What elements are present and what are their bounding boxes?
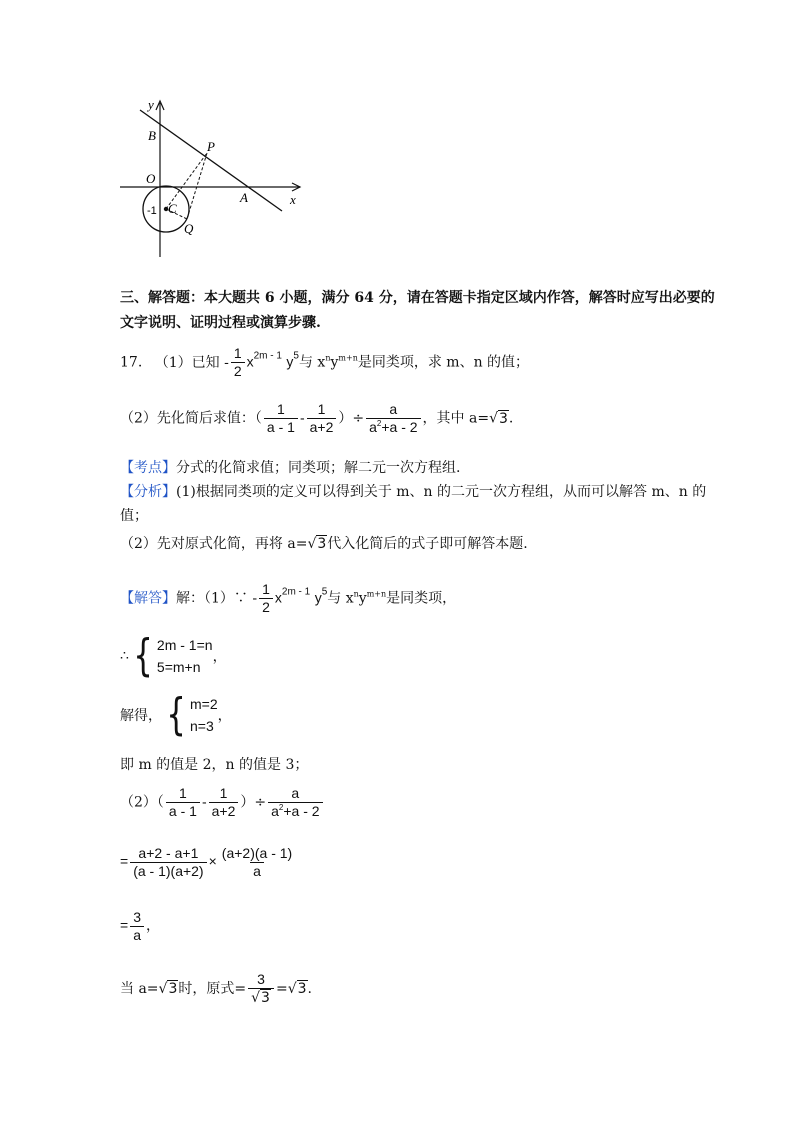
frac-half: $\frac{1}{2}$: [231, 346, 245, 379]
step2-frac: $\frac{3}{a}$: [130, 910, 144, 943]
final-frac: $\frac{3}{√3}$: [248, 972, 274, 1006]
sqrt-3: √3: [489, 410, 508, 427]
label-q: Q: [184, 221, 194, 236]
system-1: ∴ { 2m - 1=n 5=m+n ，: [120, 630, 227, 681]
jieda-step1: = $\frac{a+2 - a+1}{(a - 1)(a+2)}$ × $\frac{(a+2)(a - 1)}{a}$: [120, 846, 297, 879]
line-ab: [140, 110, 282, 211]
frac-1-over-a-1: $\frac{1}{a - 1}$: [264, 402, 298, 435]
final-sqrt-b: √3: [287, 981, 307, 998]
fenxi-line1: 【分析】(1)根据同类项的定义可以得到关于 m、n 的二元一次方程组，从而可以解答 m、n 的: [120, 484, 707, 500]
final-sqrt-a: √3: [158, 981, 178, 998]
jieda-part2: （2）（ $\frac{1}{a - 1}$ - $\frac{1}{a+2}$ ）÷ $\frac{a}{a^2+a - 2}$: [120, 786, 325, 819]
jieda-line1: 【解答】解：（1）∵ - $\frac{1}{2}$ $x^{2m - 1}$ $y^5$与 $x^ny^{m+n}$是同类项，: [120, 581, 457, 615]
geometry-figure: [110, 95, 310, 265]
kaodian: 【考点】分式的化简求值；同类项；解二元一次方程组.: [120, 460, 461, 476]
system-2: 解得， { m=2 n=3 ，: [120, 689, 232, 740]
fenxi-line3: （2）先对原式化简，再将 a=√3代入化简后的式子即可解答本题.: [120, 536, 528, 552]
q17-p1-prefix: （1）已知 -: [154, 354, 229, 371]
jieda-frac1: $\frac{1}{a - 1}$: [166, 786, 200, 819]
jieda-frac2: $\frac{1}{a+2}$: [209, 786, 239, 819]
label-neg1: -1: [147, 205, 157, 217]
label-x: x: [290, 192, 296, 207]
q17-part2: （2）先化简后求值：（ $\frac{1}{a - 1}$ - $\frac{1}{a+2}$ ）÷ $\frac{a}{a^2+a - 2}$ ，其中 a=√3.: [120, 401, 514, 435]
kaodian-tag: 【考点】: [120, 460, 176, 476]
fenxi-line2: 值；: [120, 508, 148, 524]
sqrt-3-analysis: √3: [307, 536, 327, 552]
q17-number: 17.: [120, 354, 143, 371]
label-a: A: [240, 190, 248, 205]
label-c: C: [168, 201, 177, 216]
jieda-step2: = $\frac{3}{a}$ ，: [120, 909, 160, 943]
step1-frac-b: $\frac{(a+2)(a - 1)}{a}$: [221, 845, 293, 879]
step1-frac-a: $\frac{a+2 - a+1}{(a - 1)(a+2)}$: [130, 846, 206, 879]
label-b: B: [148, 128, 156, 143]
jieda-frac-half: $\frac{1}{2}$: [259, 582, 273, 615]
q17-part1: 17. （1）已知 - $\frac{1}{2}$ $x^{2m - 1}$ $y^5$与 $x^ny^{m+n}$是同类项，求 m、n 的值；: [120, 345, 530, 379]
label-p: P: [207, 139, 215, 154]
jieda-frac3: $\frac{a}{a^2+a - 2}$: [268, 786, 322, 819]
section-heading-line1: 三、解答题：本大题共 6 小题，满分 64 分，请在答题卡指定区域内作答，解答时应写出必要的: [120, 290, 715, 306]
dashed-pq: [187, 153, 207, 219]
jieda-tag: 【解答】: [120, 590, 176, 607]
section-heading-line2: 文字说明、证明过程或演算步骤.: [120, 315, 321, 331]
fenxi-tag: 【分析】: [120, 484, 176, 500]
frac-a-over-quad: $\frac{a}{a^2+a - 2}$: [366, 402, 420, 435]
jieda-final: 当 a=√3时，原式= $\frac{3}{√3}$ =√3.: [120, 971, 312, 1006]
label-y: y: [148, 97, 154, 112]
jieda-result: 即 m 的值是 2，n 的值是 3；: [120, 757, 309, 773]
label-o: O: [146, 171, 156, 186]
frac-1-over-a2: $\frac{1}{a+2}$: [307, 402, 337, 435]
